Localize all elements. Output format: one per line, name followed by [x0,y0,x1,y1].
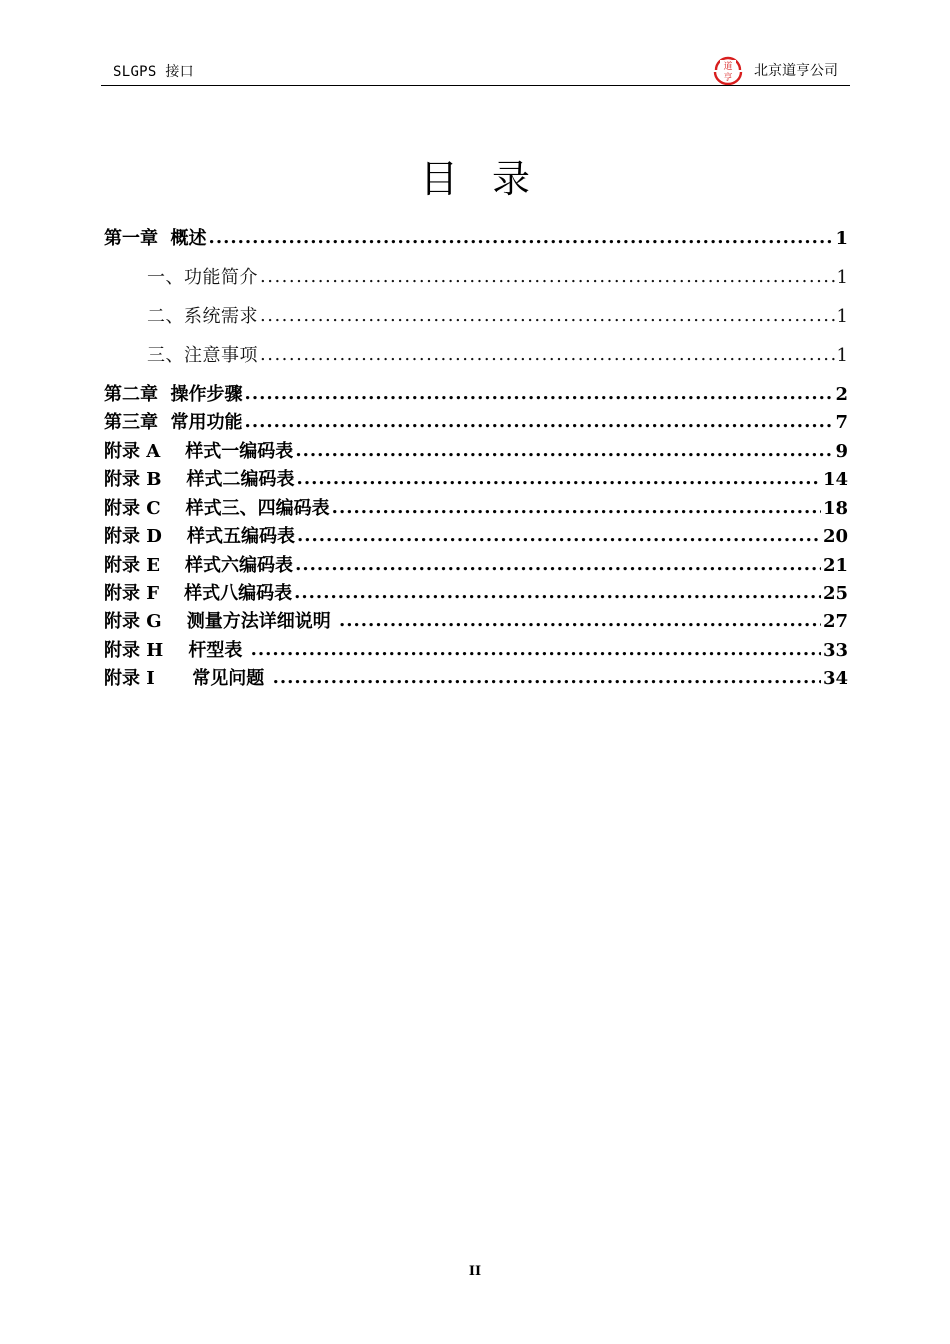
dot-leader [332,497,821,518]
toc-entry-title: 第三章 常用功能 [104,412,243,433]
dot-leader [297,468,821,489]
toc-entry-title: 三、注意事项 [147,345,258,366]
toc-entry-page: 20 [822,526,848,547]
page-header [101,55,850,86]
toc-entry-title: 附录 C 样式三、四编码表 [104,498,330,519]
dot-leader [260,305,835,326]
dot-leader [294,582,821,603]
toc-entry-page: 9 [835,441,848,462]
toc-entry[interactable] [104,551,848,577]
dot-leader [260,266,835,287]
document-name: SLGPS 接口 [113,64,194,80]
dot-leader [295,554,821,575]
toc-entry[interactable] [104,494,848,520]
toc-entry[interactable] [104,607,848,633]
toc-entry-title: 附录 B 样式二编码表 [104,469,295,490]
dot-leader [209,227,834,248]
company-block [708,55,838,85]
toc-entry[interactable] [104,465,848,491]
toc-entry-page: 25 [822,583,848,604]
page-title: 目录 [419,157,564,201]
toc-entry-page: 27 [822,611,848,632]
toc-entry[interactable] [104,636,848,662]
toc-entry-title: 二、系统需求 [147,306,258,327]
toc-entry[interactable] [104,664,848,690]
dot-leader [245,411,834,432]
toc-entry-title: 第一章 概述 [104,228,207,249]
toc-entry-page: 21 [822,555,848,576]
toc-entry-title: 附录 D 样式五编码表 [104,526,295,547]
toc-entry-page: 7 [835,412,848,433]
dot-leader [260,344,835,365]
page-number: II [468,1264,482,1279]
dot-leader [297,525,821,546]
toc-entry-page: 1 [836,306,848,327]
toc-entry[interactable] [104,341,848,367]
toc-entry-title: 附录 A 样式一编码表 [104,441,294,462]
company-logo-icon [708,55,748,85]
toc-entry[interactable] [104,437,848,463]
dot-leader [339,610,821,631]
toc-entry-title: 附录 G 测量方法详细说明 [104,611,337,632]
toc-entry-title: 一、功能简介 [147,267,258,288]
toc-entry[interactable] [104,263,848,289]
toc-entry[interactable] [104,408,848,434]
dot-leader [295,440,833,461]
toc-entry-page: 33 [822,640,848,661]
toc-entry[interactable] [104,302,848,328]
toc-entry-title: 第二章 操作步骤 [104,384,243,405]
toc-entry-page: 1 [836,345,848,366]
toc-entry-title: 附录 F 样式八编码表 [104,583,293,604]
toc-entry[interactable] [104,380,848,406]
toc-entry-title: 附录 H 杆型表 [104,640,249,661]
toc-entry-title: 附录 E 样式六编码表 [104,555,294,576]
dot-leader [245,383,834,404]
company-name: 北京道亨公司 [754,63,838,79]
dot-leader [273,667,821,688]
toc-entry-page: 2 [835,384,848,405]
toc-entry[interactable] [104,579,848,605]
toc-entry-page: 34 [822,668,848,689]
toc-entry-page: 18 [822,498,848,519]
svg-text:道: 道 [723,62,733,72]
toc-entry[interactable] [104,224,848,250]
svg-text:亨: 亨 [723,73,733,83]
toc-entry-page: 1 [835,228,848,249]
toc-entry[interactable] [104,522,848,548]
toc-entry-title: 附录 I 常见问题 [104,668,271,689]
dot-leader [251,639,821,660]
toc-entry-page: 1 [836,267,848,288]
toc-entry-page: 14 [822,469,848,490]
